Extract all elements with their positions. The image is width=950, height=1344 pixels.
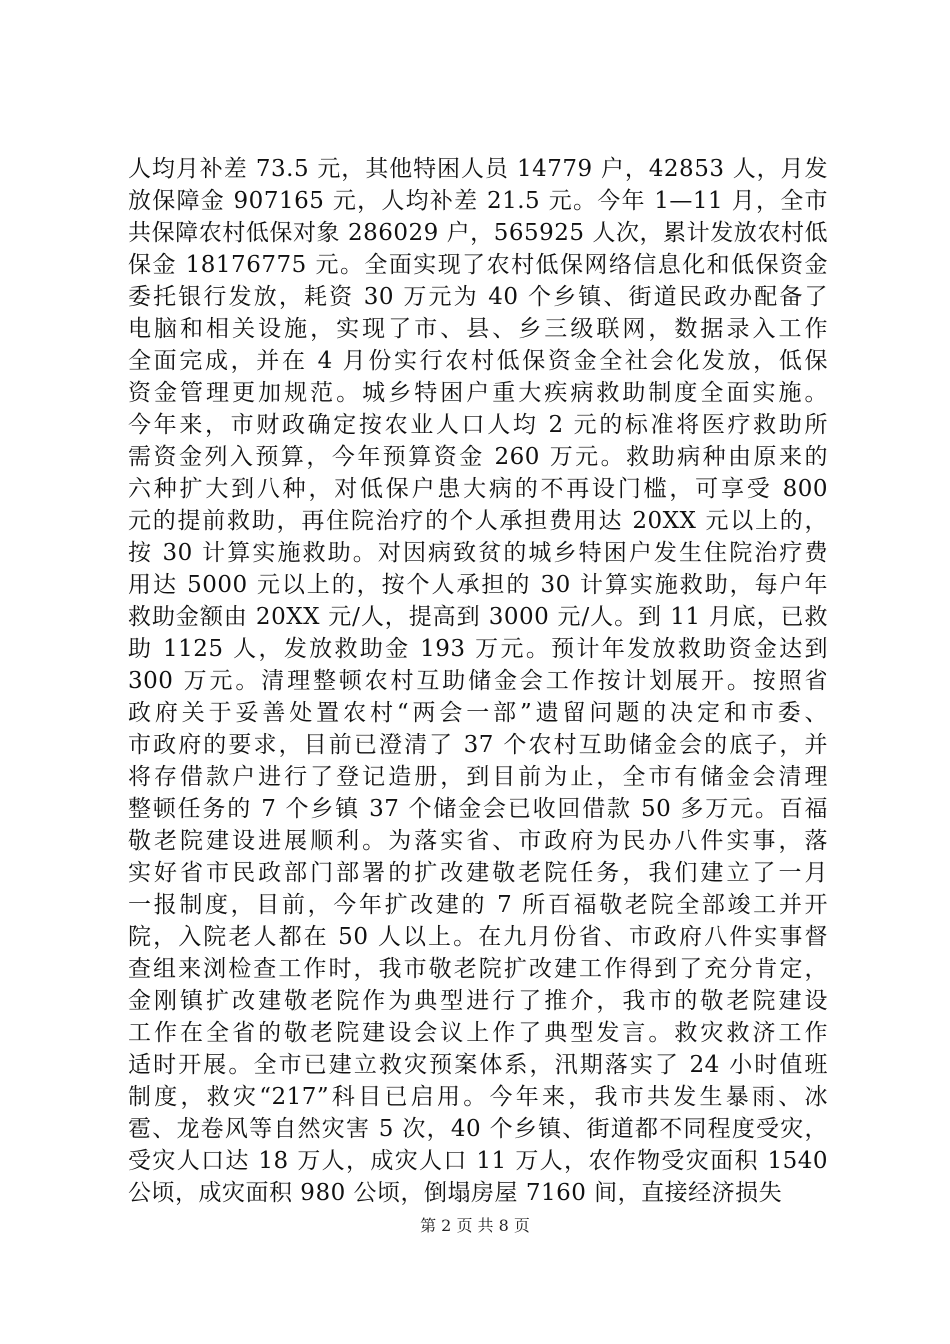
text-line: 电脑和相关设施，实现了市、县、乡三级联网，数据录入工作	[128, 316, 828, 342]
text-line: 查组来浏检查工作时，我市敬老院扩改建工作得到了充分肯定，	[128, 956, 828, 982]
text-line: 共保障农村低保对象 286029 户，565925 人次，累计发放农村低	[128, 220, 828, 246]
text-line: 雹、龙卷风等自然灾害 5 次，40 个乡镇、街道都不同程度受灾，	[128, 1116, 828, 1142]
text-line: 今年来，市财政确定按农业人口人均 2 元的标准将医疗救助所	[128, 412, 828, 438]
text-line: 受灾人口达 18 万人，成灾人口 11 万人，农作物受灾面积 1540	[128, 1148, 828, 1174]
text-line: 一报制度，目前，今年扩改建的 7 所百福敬老院全部竣工并开	[128, 892, 828, 918]
text-line: 公顷，成灾面积 980 公顷，倒塌房屋 7160 间，直接经济损失	[128, 1180, 783, 1206]
text-line: 保金 18176775 元。全面实现了农村低保网络信息化和低保资金	[128, 252, 828, 278]
text-line: 元的提前救助，再住院治疗的个人承担费用达 20XX 元以上的，	[128, 508, 828, 534]
text-line: 需资金列入预算，今年预算资金 260 万元。救助病种由原来的	[128, 444, 828, 470]
text-line: 放保障金 907165 元，人均补差 21.5 元。今年 1—11 月，全市	[128, 188, 828, 214]
text-line: 六种扩大到八种，对低保户患大病的不再设门槛，可享受 800	[128, 476, 828, 502]
text-line: 全面完成，并在 4 月份实行农村低保资金全社会化发放，低保	[128, 348, 828, 374]
text-line: 委托银行发放，耗资 30 万元为 40 个乡镇、街道民政办配备了	[128, 284, 828, 310]
text-line: 将存借款户进行了登记造册，到目前为止，全市有储金会清理	[128, 764, 828, 790]
text-line: 院，入院老人都在 50 人以上。在九月份省、市政府八件实事督	[128, 924, 828, 950]
text-line: 适时开展。全市已建立救灾预案体系，汛期落实了 24 小时值班	[128, 1052, 828, 1078]
text-line: 整顿任务的 7 个乡镇 37 个储金会已收回借款 50 多万元。百福	[128, 796, 828, 822]
page-footer: 第 2 页 共 8 页	[420, 1216, 530, 1235]
text-line: 300 万元。清理整顿农村互助储金会工作按计划展开。按照省	[128, 668, 828, 694]
body-text	[128, 153, 828, 1209]
text-line: 助 1125 人，发放救助金 193 万元。预计年发放救助资金达到	[128, 636, 828, 662]
text-line: 制度，救灾“217”科目已启用。今年来，我市共发生暴雨、冰	[128, 1084, 828, 1110]
text-line: 按 30 计算实施救助。对因病致贫的城乡特困户发生住院治疗费	[128, 540, 828, 566]
text-line: 人均月补差 73.5 元，其他特困人员 14779 户，42853 人，月发	[128, 156, 828, 182]
text-line: 实好省市民政部门部署的扩改建敬老院任务，我们建立了一月	[128, 860, 828, 886]
text-line: 资金管理更加规范。城乡特困户重大疾病救助制度全面实施。	[128, 380, 828, 406]
text-line: 工作在全省的敬老院建设会议上作了典型发言。救灾救济工作	[128, 1020, 828, 1046]
text-line: 政府关于妥善处置农村“两会一部”遗留问题的决定和市委、	[128, 700, 828, 726]
text-line: 救助金额由 20XX 元/人，提高到 3000 元/人。到 11 月底，已救	[128, 604, 828, 630]
text-line: 金刚镇扩改建敬老院作为典型进行了推介，我市的敬老院建设	[128, 988, 828, 1014]
text-line: 市政府的要求，目前已澄清了 37 个农村互助储金会的底子，并	[128, 732, 828, 758]
text-line: 用达 5000 元以上的，按个人承担的 30 计算实施救助，每户年	[128, 572, 828, 598]
text-line: 敬老院建设进展顺利。为落实省、市政府为民办八件实事，落	[128, 828, 828, 854]
